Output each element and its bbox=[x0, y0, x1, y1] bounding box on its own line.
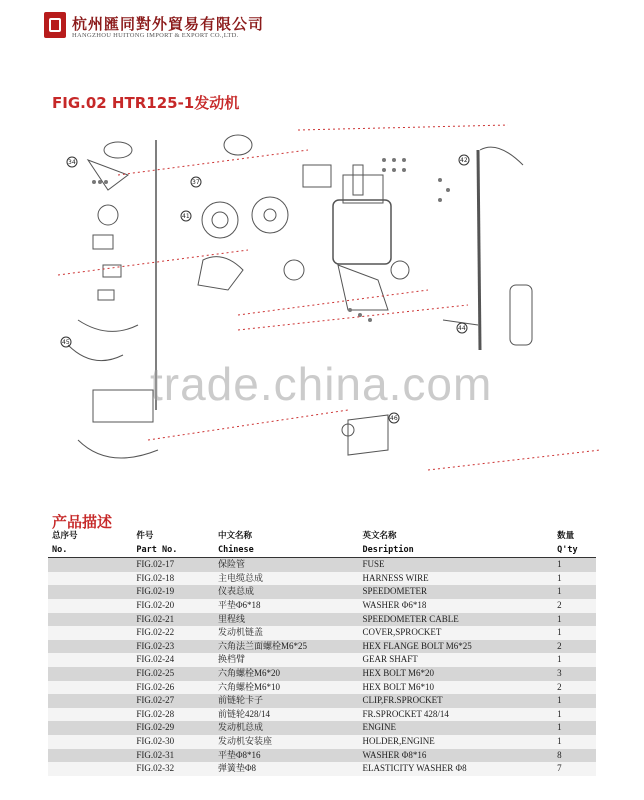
table-cell-no bbox=[48, 749, 132, 763]
watermark: trade.china.com bbox=[150, 358, 493, 410]
table-cell-no bbox=[48, 558, 132, 572]
table-cell-en: SPEEDOMETER CABLE bbox=[359, 613, 554, 627]
table-row bbox=[48, 762, 596, 776]
table-row bbox=[48, 599, 596, 613]
company-name-cn: 杭州匯同對外貿易有限公司 bbox=[72, 15, 265, 33]
table-cell-en: CLIP,FR.SPROCKET bbox=[359, 694, 554, 708]
table-cell-en: HOLDER,ENGINE bbox=[359, 735, 554, 749]
table-cell-cn: 六角螺栓M6*10 bbox=[214, 681, 359, 695]
callout-label: 37 bbox=[192, 179, 200, 186]
table-cell-part: FIG.02-29 bbox=[132, 721, 214, 735]
table-cell-cn: 平垫Φ6*18 bbox=[214, 599, 359, 613]
callout-label: 45 bbox=[62, 339, 70, 346]
table-cell-qty: 1 bbox=[553, 653, 596, 667]
table-cell-en: FR.SPROCKET 428/14 bbox=[359, 708, 554, 722]
table-row bbox=[48, 585, 596, 599]
table-cell-qty: 1 bbox=[553, 626, 596, 640]
table-cell-part: FIG.02-28 bbox=[132, 708, 214, 722]
table-cell-cn: 前链轮卡子 bbox=[214, 694, 359, 708]
header-cell: Chinese bbox=[214, 544, 359, 558]
company-name-en: HANGZHOU HUITONG IMPORT & EXPORT CO.,LTD. bbox=[72, 32, 239, 39]
table-cell-en: HARNESS WIRE bbox=[359, 572, 554, 586]
table-cell-qty: 2 bbox=[553, 681, 596, 695]
callout-label: 46 bbox=[390, 415, 398, 422]
table-row bbox=[48, 558, 596, 572]
table-cell-part: FIG.02-18 bbox=[132, 572, 214, 586]
table-cell-no bbox=[48, 721, 132, 735]
header-cell: Desription bbox=[359, 544, 554, 558]
table-cell-part: FIG.02-32 bbox=[132, 762, 214, 776]
table-row bbox=[48, 721, 596, 735]
header-cell: Q'ty bbox=[553, 544, 596, 558]
table-cell-cn: 换档臂 bbox=[214, 653, 359, 667]
table-cell-qty: 3 bbox=[553, 667, 596, 681]
table-cell-part: FIG.02-19 bbox=[132, 585, 214, 599]
table-cell-part: FIG.02-23 bbox=[132, 640, 214, 654]
table-row bbox=[48, 626, 596, 640]
table-cell-no bbox=[48, 762, 132, 776]
table-row bbox=[48, 681, 596, 695]
company-header bbox=[0, 0, 644, 52]
header-cell: 数量 bbox=[557, 531, 575, 541]
table-cell-en: SPEEDOMETER bbox=[359, 585, 554, 599]
table-header-cn bbox=[48, 530, 596, 544]
table-cell-qty: 7 bbox=[553, 762, 596, 776]
table-row bbox=[48, 667, 596, 681]
table-cell-qty: 1 bbox=[553, 558, 596, 572]
table-row bbox=[48, 749, 596, 763]
table-cell-cn: 发动机总成 bbox=[214, 721, 359, 735]
table-cell-part: FIG.02-17 bbox=[132, 558, 214, 572]
table-row bbox=[48, 653, 596, 667]
table-cell-no bbox=[48, 613, 132, 627]
callout-label: 41 bbox=[182, 213, 190, 220]
header-cell: No. bbox=[48, 544, 132, 558]
table-cell-no bbox=[48, 735, 132, 749]
table-cell-qty: 1 bbox=[553, 585, 596, 599]
table-cell-part: FIG.02-21 bbox=[132, 613, 214, 627]
table-cell-cn: 发动机安装座 bbox=[214, 735, 359, 749]
table-cell-en: ELASTICITY WASHER Φ8 bbox=[359, 762, 554, 776]
table-cell-en: FUSE bbox=[359, 558, 554, 572]
table-cell-no bbox=[48, 572, 132, 586]
callout-label: 42 bbox=[460, 157, 468, 164]
table-cell-qty: 1 bbox=[553, 572, 596, 586]
table-cell-en: WASHER Φ6*18 bbox=[359, 599, 554, 613]
figure-title: FIG.02 HTR125-1发动机 bbox=[52, 94, 240, 112]
table-cell-no bbox=[48, 681, 132, 695]
table-cell-en: HEX BOLT M6*20 bbox=[359, 667, 554, 681]
callout-label: 44 bbox=[458, 325, 466, 332]
table-cell-cn: 里程线 bbox=[214, 613, 359, 627]
table-cell-qty: 1 bbox=[553, 708, 596, 722]
table-cell-part: FIG.02-26 bbox=[132, 681, 214, 695]
table-cell-en: HEX BOLT M6*10 bbox=[359, 681, 554, 695]
table-cell-cn: 平垫Φ8*16 bbox=[214, 749, 359, 763]
table-row bbox=[48, 572, 596, 586]
exploded-parts-diagram bbox=[48, 120, 600, 500]
table-cell-en: WASHER Φ8*16 bbox=[359, 749, 554, 763]
table-cell-qty: 1 bbox=[553, 613, 596, 627]
table-header-en bbox=[48, 544, 596, 558]
header-cell: 件号 bbox=[136, 531, 154, 541]
table-cell-no bbox=[48, 599, 132, 613]
table-cell-qty: 2 bbox=[553, 599, 596, 613]
table-cell-en: ENGINE bbox=[359, 721, 554, 735]
table-cell-part: FIG.02-25 bbox=[132, 667, 214, 681]
header-cell: 中文名称 bbox=[217, 531, 252, 541]
table-cell-no bbox=[48, 626, 132, 640]
table-cell-no bbox=[48, 708, 132, 722]
table-cell-cn: 弹簧垫Φ8 bbox=[214, 762, 359, 776]
table-cell-qty: 8 bbox=[553, 749, 596, 763]
table-cell-cn: 六角法兰面螺栓M6*25 bbox=[214, 640, 359, 654]
header-cell: Part No. bbox=[132, 544, 214, 558]
section-title: 产品描述 bbox=[52, 513, 113, 531]
table-cell-cn: 发动机链盖 bbox=[214, 626, 359, 640]
table-cell-cn: 前链轮428/14 bbox=[214, 708, 359, 722]
header-cell: 英文名称 bbox=[362, 531, 397, 541]
table-cell-qty: 1 bbox=[553, 735, 596, 749]
table-cell-no bbox=[48, 653, 132, 667]
table-cell-part: FIG.02-31 bbox=[132, 749, 214, 763]
callout-label: 34 bbox=[68, 159, 76, 166]
table-cell-en: HEX FLANGE BOLT M6*25 bbox=[359, 640, 554, 654]
table-row bbox=[48, 708, 596, 722]
table-cell-qty: 2 bbox=[553, 640, 596, 654]
table-cell-cn: 保险管 bbox=[214, 558, 359, 572]
table-cell-en: GEAR SHAFT bbox=[359, 653, 554, 667]
table-row bbox=[48, 613, 596, 627]
table-cell-no bbox=[48, 667, 132, 681]
table-cell-qty: 1 bbox=[553, 721, 596, 735]
table-row bbox=[48, 694, 596, 708]
table-cell-cn: 仪表总成 bbox=[214, 585, 359, 599]
table-cell-en: COVER,SPROCKET bbox=[359, 626, 554, 640]
company-logo bbox=[44, 12, 66, 38]
table-cell-part: FIG.02-20 bbox=[132, 599, 214, 613]
header-cell: 总序号 bbox=[52, 531, 78, 541]
table-cell-part: FIG.02-27 bbox=[132, 694, 214, 708]
table-row bbox=[48, 735, 596, 749]
table-cell-no bbox=[48, 640, 132, 654]
table-cell-part: FIG.02-24 bbox=[132, 653, 214, 667]
table-cell-part: FIG.02-22 bbox=[132, 626, 214, 640]
table-cell-cn: 六角螺栓M6*20 bbox=[214, 667, 359, 681]
table-cell-no bbox=[48, 694, 132, 708]
table-cell-no bbox=[48, 585, 132, 599]
parts-table bbox=[48, 530, 596, 776]
table-cell-qty: 1 bbox=[553, 694, 596, 708]
table-cell-cn: 主电缆总成 bbox=[214, 572, 359, 586]
table-row bbox=[48, 640, 596, 654]
table-cell-part: FIG.02-30 bbox=[132, 735, 214, 749]
